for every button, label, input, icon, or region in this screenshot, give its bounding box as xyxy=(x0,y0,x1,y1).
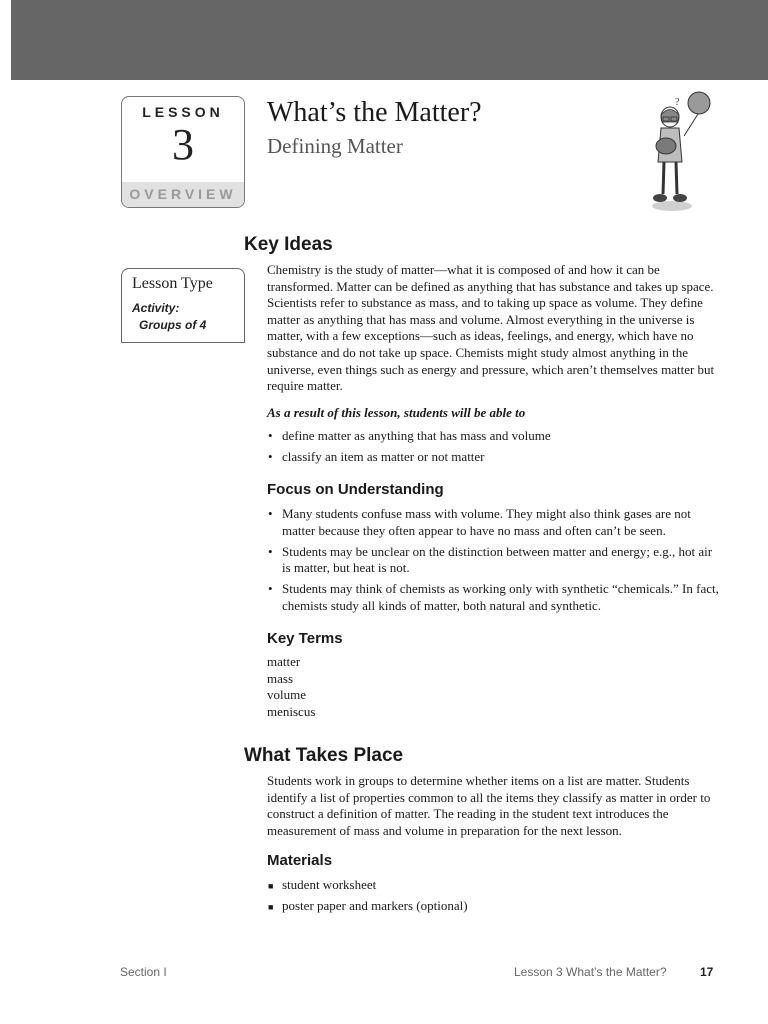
header-bar xyxy=(11,0,768,80)
footer-lesson-ref: Lesson 3 What’s the Matter? xyxy=(514,965,667,979)
lesson-type-groups: Groups of 4 xyxy=(139,318,207,332)
lesson-badge xyxy=(121,96,245,208)
what-takes-place-heading: What Takes Place xyxy=(244,745,404,766)
lesson-type-box xyxy=(121,268,245,342)
lesson-type-title: Lesson Type xyxy=(132,275,213,292)
lesson-type-activity: Activity: xyxy=(132,301,180,315)
materials-list xyxy=(267,877,722,919)
overview-label: OVERVIEW xyxy=(122,182,244,207)
list-item: • define matter as anything that has mass and volume xyxy=(267,428,722,445)
page-title: What’s the Matter? xyxy=(267,97,482,128)
page-subtitle: Defining Matter xyxy=(267,134,403,158)
question-mark: ? xyxy=(675,97,680,108)
objectives-list xyxy=(267,428,722,470)
list-item: • Many students confuse mass with volume. They might also think gases are not matter because they often appear to have no mass and often can’t be seen. xyxy=(267,506,722,539)
list-item: ■ student worksheet xyxy=(267,877,722,894)
student-with-balloon-illustration xyxy=(648,90,712,214)
key-terms-list xyxy=(267,654,315,720)
focus-list xyxy=(267,506,722,619)
list-item: • Students may be unclear on the distinction between matter and energy; e.g., hot air is matter, but heat is not. xyxy=(267,544,722,577)
what-takes-place-paragraph: Students work in groups to determine whether items on a list are matter. Students identify a list of properties common to all the items they classify as matter in order to construct a definition of matter. The reading in the student text introduces the measurement of mass and volume in preparation for the next lesson. xyxy=(267,773,711,838)
footer-section: Section I xyxy=(120,965,167,979)
list-item: • Students may think of chemists as working only with synthetic “chemicals.” In fact, chemists study all kinds of matter, both natural and synthetic. xyxy=(267,581,722,614)
objectives-intro: As a result of this lesson, students will be able to xyxy=(267,405,526,420)
list-item: ■ poster paper and markers (optional) xyxy=(267,898,722,915)
focus-heading: Focus on Understanding xyxy=(267,481,444,498)
list-item: • classify an item as matter or not matter xyxy=(267,449,722,466)
list-item: mass xyxy=(267,670,293,686)
key-ideas-paragraph: Chemistry is the study of matter—what it is composed of and how it can be transformed. Matter can be defined as anything that has substance and takes up space. Scientists refer to substance as mass, and to taking up space as volume. They define matter as anything that has mass and volume. Almost everything in the universe is matter, with a few exceptions—such as ideas, feelings, and energy, which have no substance and do not take up space. Chemists might study almost anything in the universe, even things such as energy and pressure, which aren’t themselves matter but require matter. xyxy=(267,262,715,394)
lesson-label: LESSON xyxy=(142,104,224,120)
list-item: meniscus xyxy=(267,703,316,719)
lesson-number: 3 xyxy=(172,120,194,169)
key-ideas-heading: Key Ideas xyxy=(244,234,333,255)
page-number: 17 xyxy=(700,965,714,979)
list-item: volume xyxy=(267,687,306,703)
key-terms-heading: Key Terms xyxy=(267,630,343,647)
list-item: matter xyxy=(267,654,301,669)
materials-heading: Materials xyxy=(267,852,333,869)
lesson-type-rule xyxy=(121,342,245,343)
